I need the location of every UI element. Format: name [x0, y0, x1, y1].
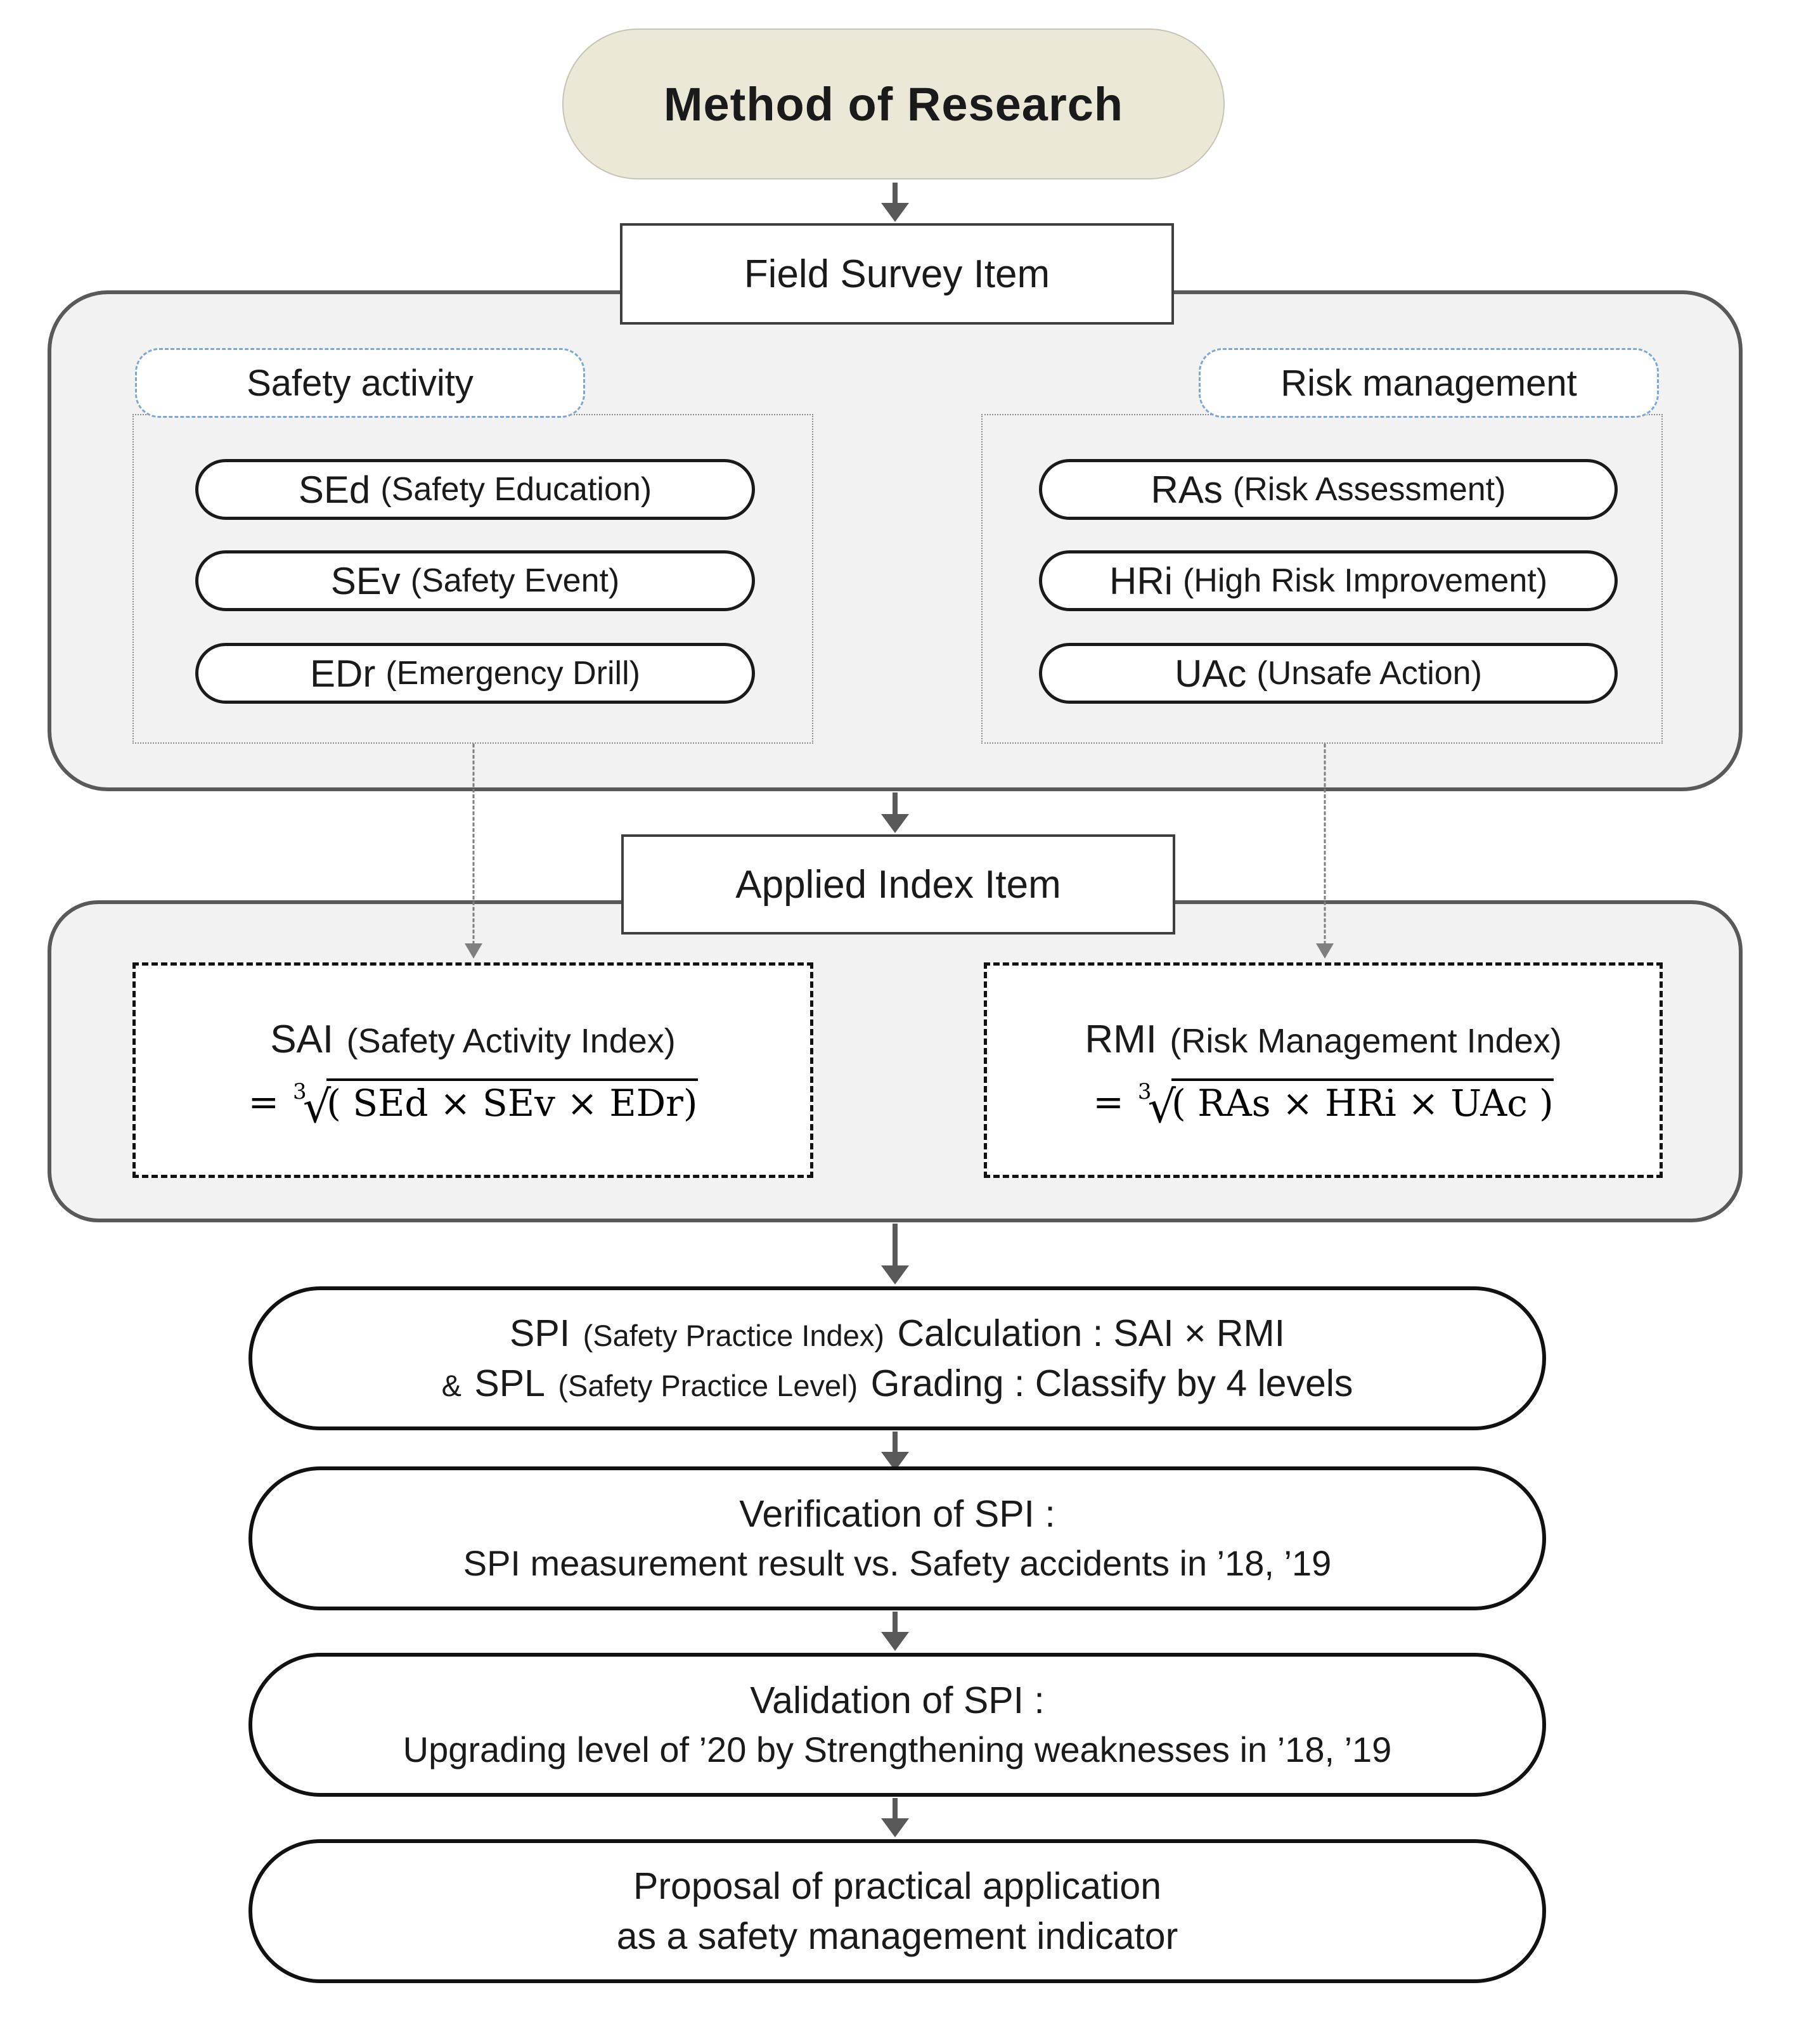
flow-arrow-spi-to-verification	[881, 1432, 909, 1471]
verification-node	[248, 1466, 1546, 1610]
spi-calc-text: Calculation : SAI × RMI	[897, 1312, 1285, 1354]
item-desc: (Risk Assessment)	[1232, 471, 1506, 508]
verification-line-1: Verification of SPI :	[739, 1493, 1055, 1536]
cube-root-index: 3	[1137, 1079, 1152, 1105]
validation-line-2: Upgrading level of ’20 by Strengthening weaknesses in ’18, ’19	[403, 1730, 1392, 1770]
applied-index-item-label: Applied Index Item	[735, 862, 1061, 907]
rmi-formula	[1093, 1078, 1554, 1134]
sai-desc: (Safety Activity Index)	[346, 1021, 676, 1060]
risk-management-label	[1199, 348, 1659, 418]
sai-heading	[270, 1017, 676, 1062]
radical-sign-icon: √	[1147, 1081, 1177, 1134]
spi-line-1	[510, 1313, 1285, 1354]
risk-management-label-text: Risk management	[1280, 362, 1577, 404]
sai-index-node	[132, 962, 813, 1178]
field-survey-item-label: Field Survey Item	[744, 252, 1050, 296]
title-node	[562, 29, 1225, 179]
spi-paren: (Safety Practice Index)	[583, 1318, 884, 1352]
flow-arrow-title-to-survey	[881, 183, 909, 222]
field-survey-item-node	[620, 223, 1174, 325]
applied-index-item-node	[621, 834, 1175, 935]
item-code: UAc	[1175, 652, 1247, 695]
validation-node	[248, 1653, 1546, 1797]
rmi-code: RMI	[1085, 1017, 1157, 1061]
flow-arrow-index-to-spi	[881, 1224, 909, 1284]
survey-item-pill-ras	[1039, 459, 1618, 520]
safety-activity-label-text: Safety activity	[247, 362, 474, 404]
safety-activity-label	[135, 348, 585, 418]
flow-arrow-verification-to-validation	[881, 1612, 909, 1651]
flow-arrow-survey-to-index	[881, 792, 909, 833]
spl-paren: (Safety Practice Level)	[558, 1368, 858, 1402]
item-desc: (Emergency Drill)	[385, 655, 640, 692]
dashed-connector-risk-to-rmi	[1312, 744, 1338, 959]
item-code: HRi	[1109, 559, 1173, 602]
rmi-desc: (Risk Management Index)	[1170, 1021, 1562, 1060]
spi-calculation-node	[248, 1286, 1546, 1430]
equals-sign: =	[1093, 1080, 1124, 1124]
ampersand: &	[441, 1368, 461, 1402]
survey-item-pill-sev	[195, 550, 755, 611]
survey-item-pill-edr	[195, 643, 755, 704]
cube-root-index: 3	[293, 1079, 307, 1105]
equals-sign: =	[248, 1080, 280, 1124]
item-desc: (High Risk Improvement)	[1182, 562, 1548, 599]
flow-arrow-validation-to-proposal	[881, 1798, 909, 1837]
survey-item-pill-sed	[195, 459, 755, 520]
proposal-line-1: Proposal of practical application	[633, 1865, 1162, 1907]
item-desc: (Safety Education)	[380, 471, 652, 508]
spl-grading-text: Grading : Classify by 4 levels	[870, 1362, 1353, 1404]
sai-formula	[248, 1078, 698, 1134]
item-code: SEv	[330, 559, 401, 602]
item-desc: (Safety Event)	[410, 562, 620, 599]
rmi-radicand: ( RAs × HRi × UAc )	[1171, 1078, 1554, 1124]
item-code: EDr	[310, 652, 376, 695]
item-code: SEd	[298, 468, 371, 511]
validation-line-1: Validation of SPI :	[750, 1679, 1045, 1722]
spi-code: SPI	[510, 1312, 571, 1354]
sai-code: SAI	[270, 1017, 334, 1061]
survey-item-pill-hri	[1039, 550, 1618, 611]
spl-code: SPL	[474, 1362, 545, 1404]
rmi-index-node	[984, 962, 1663, 1178]
survey-item-pill-uac	[1039, 643, 1618, 704]
verification-line-2: SPI measurement result vs. Safety accidents in ’18, ’19	[463, 1543, 1332, 1584]
radical-sign-icon: √	[302, 1081, 332, 1134]
item-desc: (Unsafe Action)	[1256, 655, 1482, 692]
proposal-node	[248, 1839, 1546, 1983]
spi-line-2	[442, 1363, 1353, 1404]
sai-radicand: ( SEd × SEv × EDr)	[326, 1078, 697, 1124]
rmi-heading	[1085, 1017, 1561, 1062]
proposal-line-2: as a safety management indicator	[616, 1915, 1178, 1957]
item-code: RAs	[1151, 468, 1223, 511]
dashed-connector-safety-to-sai	[461, 744, 486, 959]
page-title: Method of Research	[663, 77, 1124, 131]
